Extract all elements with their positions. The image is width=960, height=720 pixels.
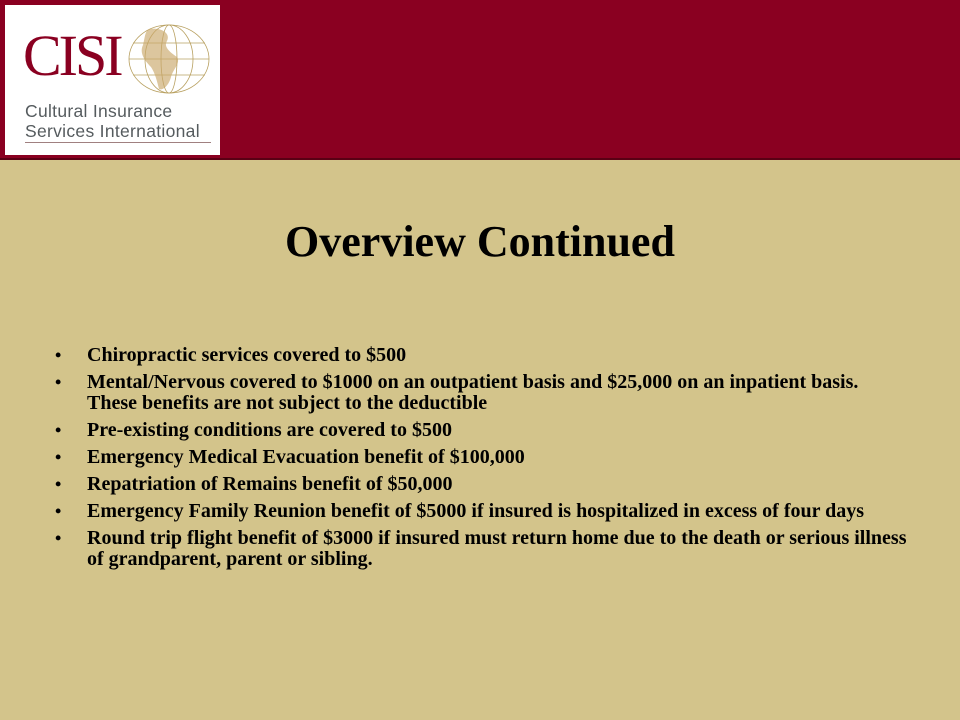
header-divider: [0, 158, 960, 160]
logo-letters: CISI: [23, 23, 121, 88]
bullet-icon: •: [55, 528, 62, 548]
bullet-text: Round trip flight benefit of $3000 if insured must return home due to the death or serious illness of grandparent, parent or sibling.: [87, 527, 907, 570]
bullet-text: Emergency Family Reunion benefit of $5000 if insured is hospitalized in excess of four days: [87, 500, 865, 522]
bullet-item: [50, 501, 910, 522]
logo-text-line2: Services International: [25, 121, 200, 141]
bullet-item: [50, 420, 910, 441]
bullet-icon: •: [55, 372, 62, 392]
bullet-text: Repatriation of Remains benefit of $50,000: [87, 473, 453, 495]
bullet-icon: •: [55, 474, 62, 494]
bullet-icon: •: [55, 501, 62, 521]
bullet-text: Pre-existing conditions are covered to $500: [87, 419, 452, 441]
bullet-item: [50, 372, 910, 414]
bullet-icon: •: [55, 420, 62, 440]
bullet-text: Mental/Nervous covered to $1000 on an outpatient basis and $25,000 on an inpatient basis. These benefits are not subject to the deductible: [87, 371, 859, 414]
bullet-item: [50, 447, 910, 468]
logo-text-line1: Cultural Insurance: [25, 101, 173, 121]
bullet-item: [50, 474, 910, 495]
bullet-text: Emergency Medical Evacuation benefit of $100,000: [87, 446, 525, 468]
bullet-icon: •: [55, 345, 62, 365]
bullet-text: Chiropractic services covered to $500: [87, 344, 407, 366]
bullet-item: [50, 528, 910, 570]
slide-title: Overview Continued: [285, 217, 675, 266]
bullet-list: [50, 345, 910, 576]
logo-underline: [25, 142, 211, 143]
bullet-item: [50, 345, 910, 366]
bullet-icon: •: [55, 447, 62, 467]
logo: [5, 5, 220, 155]
